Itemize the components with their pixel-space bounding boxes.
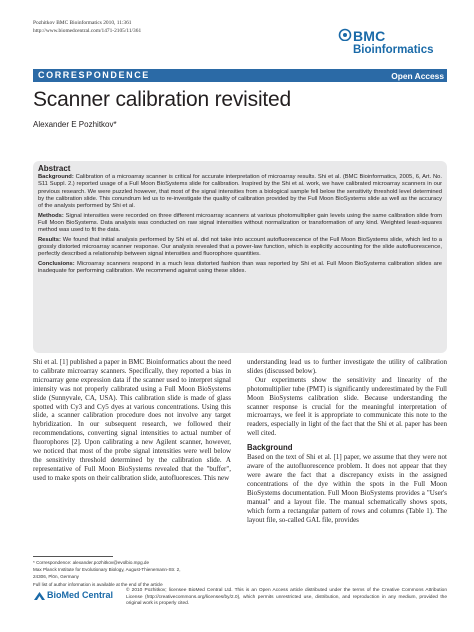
conclusions-text: Microarray scanners respond in a much less distorted fashion than was reported by Shi et al. Full Moon BioSystems calibration slides are inadequate for performing calibration. We recommend against using these slides. — [38, 260, 442, 275]
author-name: Alexander E Pozhitkov* — [33, 120, 117, 129]
author-info-footnote: Full list of author information is available at the end of the article — [33, 581, 163, 587]
conclusions-label: Conclusions: — [38, 260, 75, 267]
results-text: We found that initial analysis performed by Shi et al. did not take into account autofluorescence of the Full Moon BioSystems slide, which led to a grossly distorted microarray scanner response. Our analysis revealed that a power-law function, which is explicitly accounting for the slide autofluorescence, perfectly described a relationship between signal intensities and fluorophore quantities. — [38, 236, 442, 258]
methods-text: Signal intensities were recorded on three different microarray scanners at various photomultiplier gain levels using the same calibration slide from Full Moon BioSystems. Data analysis was conducted on raw signal intensities without normalization or transformation of any kind. Weighted least-squares method was used to fit the data. — [38, 212, 442, 234]
article-title: Scanner calibration revisited — [33, 88, 292, 111]
methods-label: Methods: — [38, 212, 64, 219]
citation-block — [33, 20, 141, 35]
intro-continued-paragraph: understanding lead us to further investigate the utility of calibration slides (discussed below). — [247, 358, 447, 375]
article-url[interactable]: http://www.biomedcentral.com/1471-2105/11/361 — [33, 27, 142, 34]
affiliation-footnote: Max Planck Institute for Evolutionary Biology, August-Thienemann-Str. 2, — [33, 567, 181, 573]
background-label: Background: — [38, 174, 74, 180]
correspondence-footnote: * Correspondence: alexander.pozhitkov@evolbio.mpg.de — [33, 560, 150, 565]
license-statement: © 2010 Pozhitkov; licensee BioMed Central Ltd. This is an Open Access article distributed under the terms of the Creative Commons Attribution License (http://creativecommons.org/licenses/by/2.0), which permits unrestricted use, distribution, and reproduction in any medium, provided the original work is properly cited. — [126, 588, 447, 606]
open-access-label: Open Access — [391, 70, 444, 81]
logo-bioinformatics: Bioinformatics — [353, 44, 434, 56]
body-column-left — [33, 358, 231, 483]
background-paragraph: Based on the text of Shi et al. [1] paper, we assume that they were not aware of the autofluorescence problem. It does not appear that they were aware the fact that a discrepancy exists in the assigned concentrations of the dye within the spots in the Full Moon BioSystems documentation. Full Moon BioSystems provides a "User's manual" and a layout file. The manual schematically shows spots, which form a rectangular pattern of rows and columns (Table 1). The layout file, so-called GAL file, provides — [247, 453, 447, 524]
abstract-results — [38, 237, 442, 259]
biomed-central-mark-icon — [33, 591, 46, 601]
abstract-heading: Abstract — [38, 164, 71, 173]
abstract-methods — [38, 213, 442, 235]
logo-mark-icon — [338, 27, 352, 41]
intro-paragraph: Shi et al. [1] published a paper in BMC Bioinformatics about the need to calibrate microarray scanners. Specifically, they reported a bias in microarray gene expression data if the scanner used to interpret signal intensity was not properly calibrated using a Full Moon BioSystems slide (Sunnyvale, CA, USA). This calibration slide is made of glass spotted with Cy3 and Cy5 dyes at various concentrations. Using this slide, a scanner calibration procedure does not involve any target hybridization. In our subsequent research, we followed their recommendations, converting signal intensities to actual number of fluorophores [2]. Upon calibrating a new Agilent scanner, however, we noticed that most of the probe signal intensities were well below the sensitivity threshold determined by the calibration slide. A representative of Full Moon BioSystems revealed that the "buffer", used to make spots on their calibration slide, autofluoresces. This new — [33, 358, 231, 482]
journal-citation: Pozhitkov BMC Bioinformatics 2010, 11:361 — [33, 20, 132, 26]
abstract-conclusions — [38, 261, 442, 276]
article-type-label: CORRESPONDENCE — [38, 70, 150, 80]
body-column-right — [247, 358, 447, 524]
background-text: Calibration of a microarray scanner is critical for accurate interpretation of microarray results. Shi et al. (BMC Bioinformatics, 2005, 6, Art. No. S11 Suppl. 2.) reported usage of a Full Moon BioSystems slide for calibration. Inspired by the Shi et al. work, we have calibrated microarray scanners in our previous research. We were puzzled however, that most of the signal intensities from a biological sample fell below the sensitivity threshold level determined by the calibration slide. This conundrum led us to re-investigate the quality of calibration provided by the Full Moon BioSystems slide as well as the accuracy of the analysis performed by Shi et al. — [38, 174, 442, 210]
experiments-paragraph: Our experiments show the sensitivity and linearity of the photomultiplier tube (PMT) is significantly underestimated by the Full Moon BioSystems calibration slide. Because understanding the scanner response is crucial for the meaningful interpretation of microarrays, we feel it is appropriate to communicate this note to the readers, especially in light of the fact that the Shi et al. paper has been well cited. — [247, 375, 447, 438]
biomed-central-text: BioMed Central — [47, 590, 114, 600]
footnotes — [33, 559, 231, 588]
background-heading: Background — [247, 443, 293, 453]
abstract-body — [38, 174, 442, 277]
footnote-divider — [33, 556, 113, 557]
abstract-background — [38, 174, 442, 211]
affiliation-footnote-city: 24306, Plön, Germany — [33, 574, 79, 580]
results-label: Results: — [38, 236, 61, 243]
logo-bmc: BMC — [353, 28, 386, 44]
